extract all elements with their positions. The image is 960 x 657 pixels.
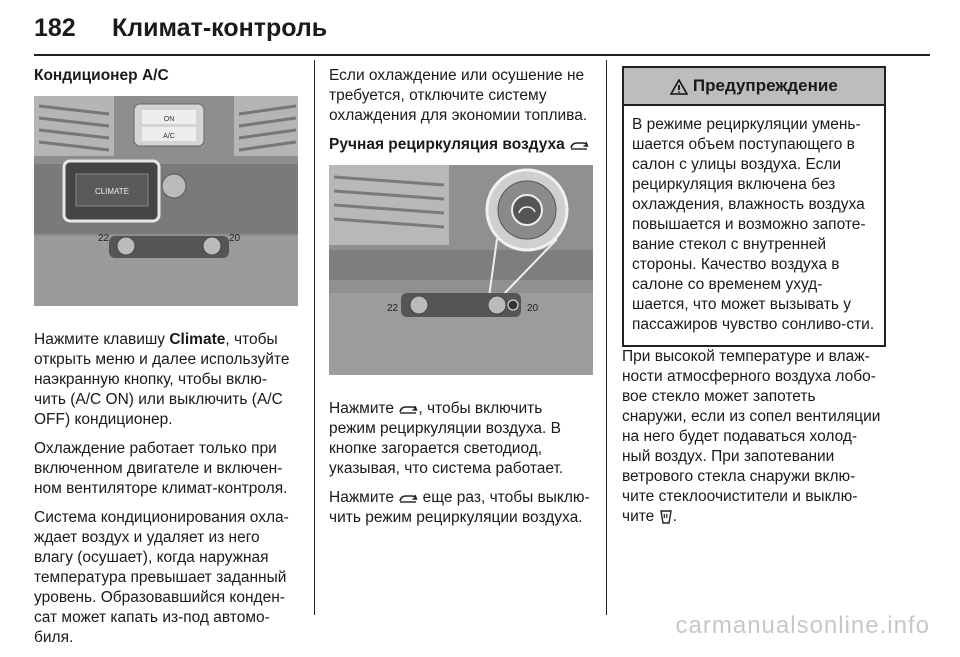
paragraph: Нажмите еще раз, чтобы выклю-чить режим рециркуляции воздуха.: [329, 489, 590, 526]
warning-header: [624, 68, 884, 106]
paragraph: При высокой температуре и влаж-ности атмосферного воздуха лобо-вое стекло может запотеть снаружи, если из сопел вентиляции на него будет подаваться холод-ный воздух. При запотевании ветрового стекла снаружи вклю-чите стеклоочистители и выклю-чите .: [622, 348, 881, 525]
column-3: [622, 66, 884, 536]
page-title: Климат-контроль: [112, 14, 328, 42]
paragraph: Система кондиционирования охла-ждает воздух и удаляет из него влагу (осушает), когда наружная температура превышает заданный уровень. Образовавшийся конден-сат может капать из-под автомо-биля.: [34, 509, 289, 646]
page-number: 182: [34, 14, 76, 42]
climate-panel-photo: [34, 96, 298, 306]
warning-box: [622, 66, 886, 347]
section-heading-recirculation: Ручная рециркуляция воздуха: [329, 135, 593, 155]
watermark: carmanualsonline.info: [675, 612, 930, 639]
header-rule: [34, 54, 930, 56]
svg-text:22: 22: [387, 303, 399, 314]
recirculation-icon: [569, 139, 589, 151]
recirculation-panel-illustration: [329, 165, 593, 375]
svg-text:20: 20: [229, 233, 241, 244]
svg-text:20: 20: [527, 303, 539, 314]
column-1: [34, 66, 298, 657]
warning-triangle-icon: [670, 79, 688, 95]
column-divider: [314, 60, 315, 615]
section-heading-ac: Кондиционер A/C: [34, 67, 169, 84]
svg-text:22: 22: [98, 233, 110, 244]
column-divider: [606, 60, 607, 615]
paragraph: Нажмите клавишу Climate, чтобы открыть меню и далее используйте наэкранную кнопку, чтобы вклю-чить (A/C ON) или выключить (A/C OFF) кондиционер.: [34, 331, 290, 428]
warning-title: Предупреждение: [692, 76, 838, 95]
paragraph: Нажмите , чтобы включить режим рециркуляции воздуха. В кнопке загорается светодиод, указывая, что система работает.: [329, 400, 564, 477]
column-2: [329, 66, 593, 537]
svg-text:A/C: A/C: [163, 133, 175, 140]
warning-text: В режиме рециркуляции умень-шается объем поступающего в салон с улицы воздуха. Если рециркуляция включена без охлаждения, влажность воздуха повышается и возможно запоте-вание стекол с внутренней стороны. Качество воздуха в салоне со временем ухуд-шается, что может вызывать у пассажиров чувство сонливо-сти.: [632, 116, 875, 333]
paragraph: Охлаждение работает только при включенном двигателе и включен-ном вентиляторе климат-контроля.: [34, 440, 288, 497]
climate-key-name: Climate: [169, 331, 226, 348]
recirculation-button-photo: [329, 165, 593, 375]
recirculation-icon: [398, 492, 418, 504]
svg-text:ON: ON: [163, 116, 175, 123]
svg-text:CLIMATE: CLIMATE: [94, 187, 130, 196]
rear-defog-icon: [659, 509, 673, 525]
recirculation-icon: [398, 403, 418, 415]
page-header: [34, 14, 930, 54]
paragraph: Если охлаждение или осушение не требуется, отключите систему охлаждения для экономии топлива.: [329, 67, 588, 124]
climate-panel-illustration: [34, 96, 298, 306]
